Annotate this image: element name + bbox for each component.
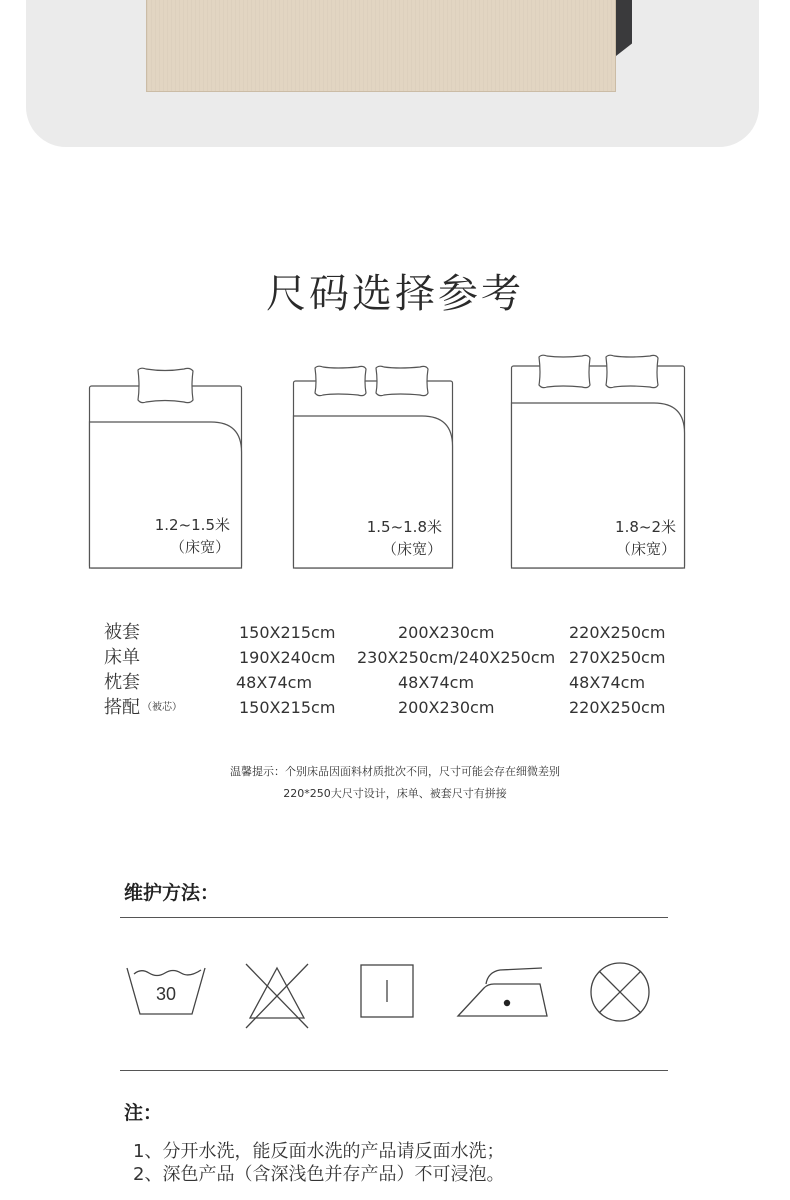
cell-value: 220X250cm	[569, 623, 666, 642]
cell-value: 230X250cm/240X250cm	[357, 648, 556, 667]
table-row	[104, 645, 694, 670]
note-line: 2、深色产品（含深浅色并存产品）不可浸泡。	[133, 1164, 505, 1185]
cell-value: 150X215cm	[239, 623, 336, 642]
size-table	[104, 620, 694, 730]
table-row	[104, 670, 694, 695]
line-dry-icon	[360, 964, 416, 1020]
bed-width-unit: （床宽）	[615, 540, 676, 558]
bed-width-unit: （床宽）	[169, 538, 230, 556]
row-label: 枕套	[104, 672, 140, 693]
care-title: 维护方法：	[124, 882, 220, 904]
cell-value: 48X74cm	[569, 673, 646, 692]
table-row	[104, 695, 694, 720]
bed-size-label	[564, 516, 676, 560]
row-label: 被套	[104, 622, 140, 643]
cell-value: 270X250cm	[569, 648, 666, 667]
bed-size-label	[120, 514, 230, 558]
row-label: 床单	[104, 647, 140, 668]
cell-value: 220X250cm	[569, 698, 666, 717]
divider	[120, 917, 668, 918]
table-row	[104, 620, 694, 645]
size-tip: 温馨提示：个别床品因面料材质批次不同，尺寸可能会存在细微差别	[230, 765, 560, 778]
size-tip: 220*250大尺寸设计，床单、被套尺寸有拼接	[283, 787, 507, 800]
low-iron-icon	[456, 962, 550, 1020]
no-bleach-icon	[242, 962, 312, 1030]
cell-value: 48X74cm	[398, 673, 475, 692]
cell-value: 48X74cm	[236, 673, 313, 692]
row-label: 搭配	[104, 697, 140, 718]
notes-title: 注：	[124, 1102, 163, 1124]
no-dry-clean-icon	[588, 960, 652, 1024]
note-line: 1、分开水洗，能反面水洗的产品请反面水洗；	[133, 1141, 505, 1162]
divider	[120, 1070, 668, 1071]
bed-width-unit: （床宽）	[381, 540, 442, 558]
product-box	[146, 0, 616, 92]
bed-width-range: 1.2~1.5米	[154, 516, 230, 534]
cell-value: 200X230cm	[398, 623, 495, 642]
cell-value: 190X240cm	[239, 648, 336, 667]
cell-value: 150X215cm	[239, 698, 336, 717]
bed-width-range: 1.8~2米	[615, 518, 676, 536]
wash-30-icon	[125, 962, 209, 1018]
wash-temp-label: 30	[155, 984, 177, 1004]
row-label-note: （被芯）	[142, 702, 182, 713]
cell-value: 200X230cm	[398, 698, 495, 717]
bed-size-label	[330, 516, 442, 560]
bed-width-range: 1.5~1.8米	[366, 518, 442, 536]
section-title: 尺码选择参考	[266, 271, 524, 317]
